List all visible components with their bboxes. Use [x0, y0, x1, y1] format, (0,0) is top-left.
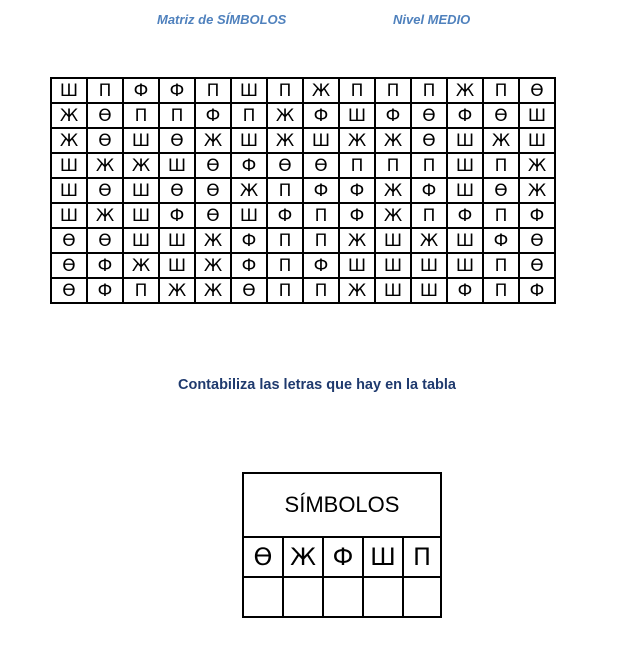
matrix-cell: Ж [519, 178, 555, 203]
matrix-cell: Ш [447, 128, 483, 153]
matrix-cell: Ө [483, 103, 519, 128]
matrix-cell: П [195, 78, 231, 103]
matrix-cell: П [411, 203, 447, 228]
answer-table [242, 472, 442, 618]
matrix-cell: Ф [519, 278, 555, 303]
matrix-cell: Ш [159, 253, 195, 278]
matrix-cell: Ж [87, 203, 123, 228]
matrix-cell: Ж [231, 178, 267, 203]
answer-symbol-cell: Ж [282, 538, 322, 578]
matrix-cell: Ф [87, 253, 123, 278]
symbol-matrix-body [51, 78, 555, 303]
matrix-cell: П [267, 228, 303, 253]
matrix-cell: Ш [447, 153, 483, 178]
matrix-cell: П [483, 253, 519, 278]
matrix-cell: Ф [231, 153, 267, 178]
matrix-cell: Ж [159, 278, 195, 303]
matrix-cell: Ж [87, 153, 123, 178]
difficulty-level: Nivel MEDIO [393, 12, 471, 27]
matrix-cell: Ө [411, 128, 447, 153]
matrix-cell: Ө [159, 128, 195, 153]
matrix-cell: Ш [159, 228, 195, 253]
matrix-cell: Ж [267, 103, 303, 128]
matrix-cell: Ж [51, 128, 87, 153]
matrix-cell: Ш [411, 278, 447, 303]
matrix-cell: Ш [231, 203, 267, 228]
matrix-cell: Ө [51, 228, 87, 253]
answer-count-cell[interactable] [362, 578, 402, 618]
matrix-cell: Ф [195, 103, 231, 128]
answer-symbol-cell: Ш [362, 538, 402, 578]
matrix-cell: Ш [123, 203, 159, 228]
matrix-cell: Ш [339, 253, 375, 278]
matrix-cell: Ж [195, 228, 231, 253]
matrix-cell: П [483, 203, 519, 228]
matrix-cell: Ш [411, 253, 447, 278]
matrix-cell: Ш [51, 178, 87, 203]
matrix-cell: Ф [303, 253, 339, 278]
matrix-cell: П [159, 103, 195, 128]
matrix-cell: Ш [231, 78, 267, 103]
matrix-cell: Ж [303, 78, 339, 103]
matrix-cell: Ж [123, 253, 159, 278]
matrix-cell: Ж [123, 153, 159, 178]
matrix-cell: Ө [87, 228, 123, 253]
matrix-cell: Ш [159, 153, 195, 178]
matrix-cell: П [411, 153, 447, 178]
matrix-cell: Ф [159, 203, 195, 228]
matrix-row [51, 178, 555, 203]
matrix-cell: Ф [519, 203, 555, 228]
matrix-row [51, 203, 555, 228]
matrix-cell: П [339, 78, 375, 103]
matrix-cell: Ф [447, 278, 483, 303]
matrix-cell: Ж [447, 78, 483, 103]
matrix-cell: Ф [447, 203, 483, 228]
matrix-cell: Ө [159, 178, 195, 203]
matrix-cell: Ф [411, 178, 447, 203]
matrix-cell: П [231, 103, 267, 128]
matrix-cell: Ф [483, 228, 519, 253]
matrix-cell: П [303, 278, 339, 303]
matrix-cell: Ф [303, 178, 339, 203]
matrix-cell: Ш [447, 253, 483, 278]
matrix-cell: П [303, 203, 339, 228]
answer-count-row [242, 578, 442, 618]
matrix-cell: Ө [195, 178, 231, 203]
matrix-cell: Ж [483, 128, 519, 153]
matrix-cell: П [483, 278, 519, 303]
matrix-cell: П [123, 103, 159, 128]
matrix-row [51, 128, 555, 153]
matrix-cell: П [267, 253, 303, 278]
matrix-cell: Ө [519, 78, 555, 103]
answer-symbol-cell: Ө [242, 538, 282, 578]
matrix-cell: Ш [51, 153, 87, 178]
matrix-cell: Ж [339, 228, 375, 253]
matrix-cell: Ж [195, 128, 231, 153]
matrix-cell: Ф [447, 103, 483, 128]
matrix-cell: Ф [303, 103, 339, 128]
matrix-cell: Ш [447, 228, 483, 253]
matrix-cell: П [375, 78, 411, 103]
matrix-cell: Ө [87, 103, 123, 128]
matrix-cell: Ш [303, 128, 339, 153]
matrix-cell: П [375, 153, 411, 178]
matrix-cell: Ө [195, 153, 231, 178]
matrix-cell: Ж [195, 253, 231, 278]
matrix-cell: Ө [51, 253, 87, 278]
matrix-cell: Ф [159, 78, 195, 103]
matrix-cell: Ф [339, 178, 375, 203]
matrix-cell: Ш [375, 228, 411, 253]
matrix-cell: Ө [519, 253, 555, 278]
matrix-cell: Ж [411, 228, 447, 253]
matrix-cell: П [123, 278, 159, 303]
matrix-cell: Ж [375, 203, 411, 228]
matrix-cell: Ж [267, 128, 303, 153]
matrix-cell: Ш [51, 78, 87, 103]
matrix-cell: П [483, 78, 519, 103]
matrix-row [51, 103, 555, 128]
matrix-row [51, 278, 555, 303]
matrix-cell: Ш [231, 128, 267, 153]
matrix-cell: Ө [483, 178, 519, 203]
matrix-cell: Ш [447, 178, 483, 203]
matrix-cell: Ж [51, 103, 87, 128]
matrix-cell: Ж [339, 278, 375, 303]
matrix-cell: Ш [339, 103, 375, 128]
matrix-cell: Ө [231, 278, 267, 303]
matrix-cell: Ш [375, 278, 411, 303]
answer-count-cell[interactable] [402, 578, 442, 618]
matrix-cell: П [267, 278, 303, 303]
matrix-cell: П [411, 78, 447, 103]
matrix-cell: Ш [123, 128, 159, 153]
matrix-cell: П [267, 78, 303, 103]
matrix-cell: Ф [339, 203, 375, 228]
matrix-cell: Ш [51, 203, 87, 228]
matrix-cell: Ө [51, 278, 87, 303]
matrix-cell: Ф [231, 228, 267, 253]
matrix-cell: П [483, 153, 519, 178]
matrix-cell: Ш [519, 103, 555, 128]
answer-symbol-row [242, 538, 442, 578]
matrix-cell: Ө [411, 103, 447, 128]
matrix-cell: Ж [195, 278, 231, 303]
matrix-cell: П [267, 178, 303, 203]
matrix-cell: Ж [339, 128, 375, 153]
matrix-row [51, 228, 555, 253]
matrix-cell: Ф [123, 78, 159, 103]
matrix-cell: Ш [519, 128, 555, 153]
matrix-cell: Ф [231, 253, 267, 278]
answer-table-title: SÍMBOLOS [242, 472, 442, 538]
matrix-cell: Ө [195, 203, 231, 228]
answer-count-cell[interactable] [282, 578, 322, 618]
matrix-cell: Ф [87, 278, 123, 303]
answer-symbol-cell: П [402, 538, 442, 578]
answer-symbol-cell: Ф [322, 538, 362, 578]
matrix-cell: П [87, 78, 123, 103]
matrix-row [51, 153, 555, 178]
matrix-cell: Ж [375, 128, 411, 153]
symbol-matrix [50, 77, 556, 304]
matrix-cell: Ө [87, 178, 123, 203]
matrix-cell: Ө [87, 128, 123, 153]
matrix-cell: Ш [123, 178, 159, 203]
matrix-row [51, 253, 555, 278]
matrix-cell: Ж [375, 178, 411, 203]
matrix-cell: П [303, 228, 339, 253]
matrix-cell: Ө [267, 153, 303, 178]
matrix-cell: Ш [123, 228, 159, 253]
matrix-cell: П [339, 153, 375, 178]
worksheet-title: Matriz de SÍMBOLOS [157, 12, 287, 27]
matrix-cell: Ф [375, 103, 411, 128]
matrix-row [51, 78, 555, 103]
matrix-cell: Ө [519, 228, 555, 253]
matrix-cell: Ж [519, 153, 555, 178]
matrix-cell: Ө [303, 153, 339, 178]
instruction-text: Contabiliza las letras que hay en la tabla [177, 377, 456, 393]
answer-count-cell[interactable] [322, 578, 362, 618]
matrix-cell: Ф [267, 203, 303, 228]
matrix-cell: Ш [375, 253, 411, 278]
answer-count-cell[interactable] [242, 578, 282, 618]
